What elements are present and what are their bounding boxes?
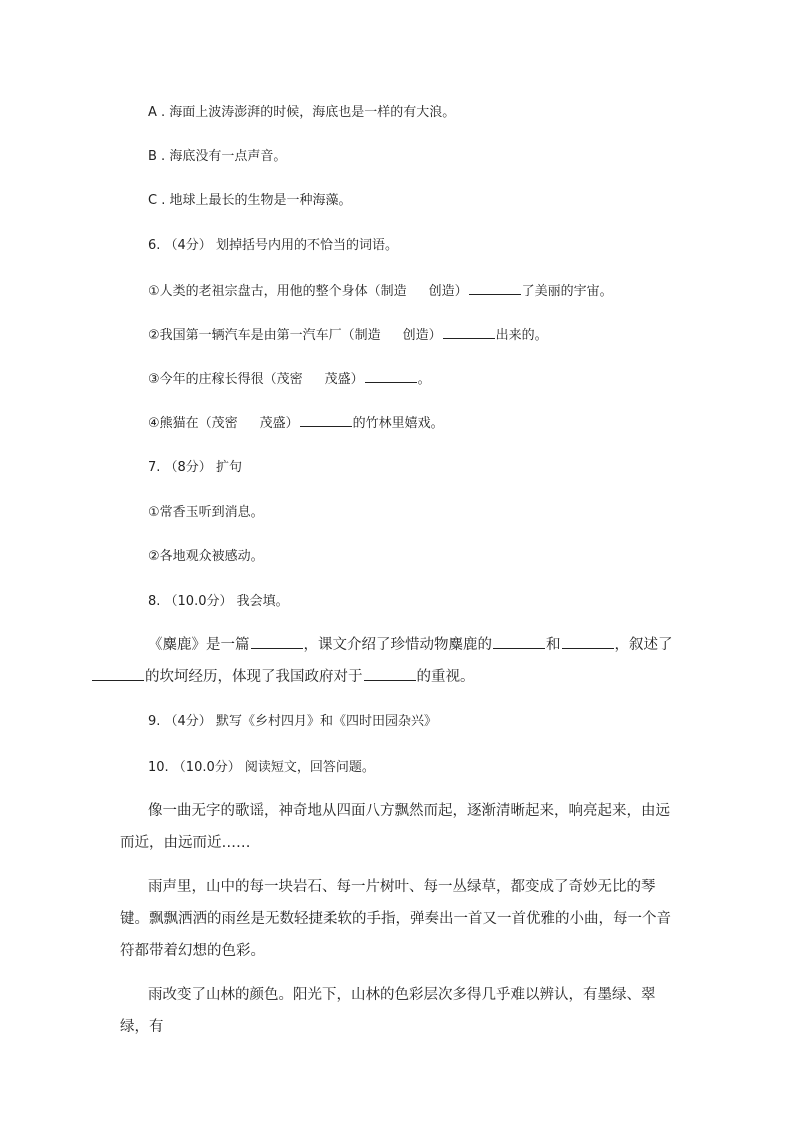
question-7-sentence-2: ②各地观众被感动。 bbox=[148, 549, 264, 564]
question-6-sentence-4 bbox=[148, 414, 444, 433]
question-7-sentence-1: ①常香玉听到消息。 bbox=[148, 505, 264, 520]
answer-blank[interactable] bbox=[443, 326, 495, 339]
sentence-text: 了美丽的宇宙。 bbox=[521, 284, 613, 299]
passage-paragraph-2: 雨声里，山中的每一块岩石、每一片树叶、每一丛绿草，都变成了奇妙无比的琴键。飘飘洒洒的雨丝是无数轻捷柔软的手指，弹奏出一首又一首优雅的小曲，每一个音符都带着幻想的色彩。 bbox=[120, 879, 671, 959]
body-text: 《麋鹿》是一篇 bbox=[148, 637, 250, 653]
passage-paragraph-1: 像一曲无字的歌谣，神奇地从四面八方飘然而起，逐渐清晰起来，响亮起来，由远而近，由远而近…… bbox=[120, 803, 670, 851]
answer-blank[interactable] bbox=[562, 636, 614, 649]
passage-paragraph-3: 雨改变了山林的颜色。阳光下，山林的色彩层次多得几乎难以辨认，有墨绿、翠绿，有 bbox=[120, 987, 656, 1035]
option-a: A . 海面上波涛澎湃的时候，海底也是一样的有大浪。 bbox=[148, 105, 456, 120]
question-6-sentence-3 bbox=[148, 370, 431, 389]
question-9-header: 9. （4分） 默写《乡村四月》和《四时田园杂兴》 bbox=[148, 714, 437, 729]
sentence-text: 茂盛） bbox=[324, 372, 364, 387]
answer-blank[interactable] bbox=[365, 370, 417, 383]
body-text: 的重视。 bbox=[416, 669, 475, 685]
body-text: 和 bbox=[546, 637, 561, 653]
answer-blank[interactable] bbox=[469, 282, 521, 295]
question-7-header: 7. （8分） 扩句 bbox=[148, 460, 242, 475]
sentence-text: ②我国第一辆汽车是由第一汽车厂（制造 bbox=[148, 328, 381, 343]
option-b: B . 海底没有一点声音。 bbox=[148, 149, 287, 164]
question-6-header: 6. （4分） 划掉括号内用的不恰当的词语。 bbox=[148, 238, 398, 253]
answer-blank[interactable] bbox=[300, 414, 352, 427]
sentence-text: 出来的。 bbox=[495, 328, 548, 343]
question-6-sentence-1 bbox=[148, 282, 613, 301]
sentence-text: 。 bbox=[417, 372, 431, 387]
sentence-text: 创造） bbox=[402, 328, 442, 343]
body-text: 的坎坷经历，体现了我国政府对于 bbox=[145, 669, 363, 685]
answer-blank[interactable] bbox=[364, 668, 416, 681]
sentence-text: ①人类的老祖宗盘古，用他的整个身体（制造 bbox=[148, 284, 407, 299]
body-text: ，课文介绍了珍惜动物麋鹿的 bbox=[303, 637, 492, 653]
question-10-header: 10. （10.0分） 阅读短文，回答问题。 bbox=[148, 760, 375, 775]
answer-blank[interactable] bbox=[493, 636, 545, 649]
question-8-header: 8. （10.0分） 我会填。 bbox=[148, 594, 289, 609]
question-8-body bbox=[120, 629, 676, 693]
sentence-text: ③今年的庄稼长得很（茂密 bbox=[148, 372, 303, 387]
sentence-text: 的竹林里嬉戏。 bbox=[352, 416, 444, 431]
answer-blank[interactable] bbox=[251, 636, 303, 649]
sentence-text: 创造） bbox=[428, 284, 468, 299]
question-6-sentence-2 bbox=[148, 326, 548, 345]
body-text: ，叙述了 bbox=[614, 637, 673, 653]
sentence-text: 茂盛） bbox=[259, 416, 299, 431]
answer-blank[interactable] bbox=[92, 668, 144, 681]
option-c: C . 地球上最长的生物是一种海藻。 bbox=[148, 193, 352, 208]
sentence-text: ④熊猫在（茂密 bbox=[148, 416, 238, 431]
